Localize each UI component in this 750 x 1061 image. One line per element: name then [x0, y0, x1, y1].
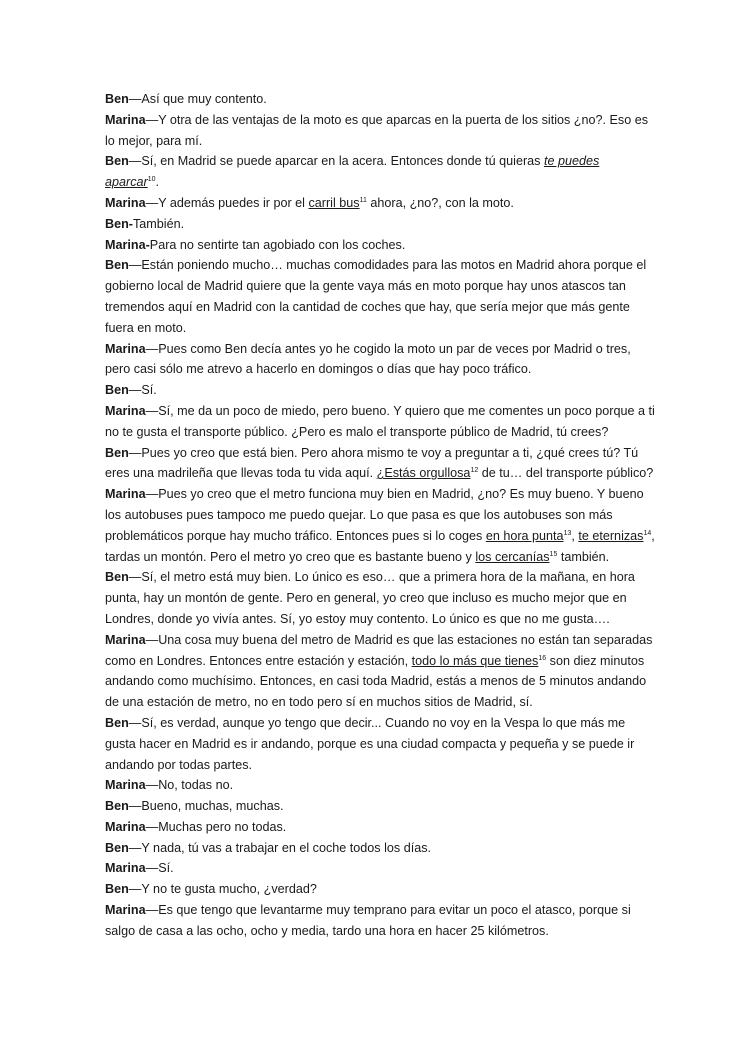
dialogue-line: [105, 235, 655, 256]
dialogue-text: —Sí, es verdad, aunque yo tengo que decir... Cuando no voy en la Vespa lo que más me gusta hacer en Madrid es ir andando, porque es una ciudad compacta y pequeña y se puede ir andando por todas partes.: [105, 715, 635, 772]
dialogue-line: [105, 858, 655, 879]
speaker-name: Marina: [105, 778, 146, 793]
dialogue-text: —Sí.: [128, 383, 157, 398]
speaker-name: Ben-: [105, 216, 133, 231]
glossary-term: en hora punta: [485, 528, 564, 543]
speaker-name: Ben: [105, 154, 129, 169]
footnote-ref: 14: [643, 529, 652, 537]
speaker-name: Marina: [105, 112, 146, 127]
dialogue-line: [105, 567, 655, 629]
dialogue-line: [105, 484, 655, 567]
footnote-ref: 12: [470, 467, 479, 475]
glossary-term: carril bus: [308, 195, 360, 210]
dialogue-text: también.: [557, 549, 610, 564]
footnote-ref: 11: [359, 196, 367, 204]
dialogue-text: También.: [133, 216, 185, 231]
speaker-name: Marina: [105, 195, 146, 210]
dialogue-text: —Bueno, muchas, muchas.: [128, 799, 284, 814]
speaker-name: Marina: [105, 487, 146, 502]
dialogue-line: [105, 110, 655, 152]
dialogue-text: —No, todas no.: [145, 778, 234, 793]
dialogue-text: —Pues yo creo que está bien. Pero ahora mismo te voy a preguntar a ti, ¿qué crees tú? Tú eres una madrileña que llevas toda tu vida aquí.: [105, 445, 639, 481]
footnote-ref: 16: [538, 654, 547, 662]
speaker-name: Ben: [105, 445, 129, 460]
dialogue-text: Para no sentirte tan agobiado con los coches.: [149, 237, 406, 252]
speaker-name: Ben: [105, 840, 129, 855]
dialogue-text: —Sí.: [145, 861, 174, 876]
speaker-name: Ben: [105, 258, 129, 273]
dialogue-line: [105, 879, 655, 900]
glossary-term: los cercanías: [475, 549, 550, 564]
dialogue-line: [105, 796, 655, 817]
dialogue-text: de tu… del transporte público?: [478, 466, 654, 481]
dialogue-line: [105, 89, 655, 110]
dialogue-text: —Pues yo creo que el metro funciona muy bien en Madrid, ¿no? Es muy bueno. Y bueno los autobuses pues tampoco me puedo quejar. Lo que pasa es que los autobuses son más problemáticos porque hay mucho tráfico. Entonces pues si lo coges: [105, 487, 644, 543]
dialogue-text: —Muchas pero no todas.: [145, 819, 287, 834]
dialogue-line: [105, 255, 655, 338]
footnote-ref: 10: [147, 176, 156, 184]
dialogue-text: —Una cosa muy buena del metro de Madrid es que las estaciones no están tan separadas como en Londres. Entonces entre estación y estación,: [105, 632, 653, 668]
dialogue-text: —Y nada, tú vas a trabajar en el coche todos los días.: [128, 840, 431, 855]
dialogue-text: —Sí, el metro está muy bien. Lo único es eso… que a primera hora de la mañana, en hora punta, hay un montón de gente. Pero en general, yo creo que incluso es mucho mejor que en Londres, donde yo vivía antes. Sí, yo estoy muy contento. Lo único es que no me gusta….: [105, 570, 635, 626]
dialogue-line: [105, 339, 655, 381]
dialogue-text: —Sí, me da un poco de miedo, pero bueno. Y quiero que me comentes un poco porque a ti no te gusta el transporte público. ¿Pero es malo el transporte público de Madrid, tú crees?: [105, 403, 655, 439]
glossary-term: te puedes aparcar: [105, 154, 600, 190]
speaker-name: Marina: [105, 861, 146, 876]
glossary-term: todo lo más que tienes: [411, 653, 539, 668]
dialogue-text: son diez minutos andando como muchísimo. Entonces, en casi toda Madrid, estás a menos de 5 minutos andando de una estación de metro, no en todo pero sí en muchos sitios de Madrid, sí.: [105, 653, 647, 710]
footnote-ref: 15: [549, 550, 558, 558]
dialogue-text: —Están poniendo mucho… muchas comodidades para las motos en Madrid ahora porque el gobierno local de Madrid quiere que la gente vaya más en moto porque hay unos atascos tan tremendos aquí en Madrid con la cantidad de coches que hay, que sería mejor que más gente fuera en moto.: [105, 258, 647, 335]
dialogue-text: —Pues como Ben decía antes yo he cogido la moto un par de veces por Madrid o tres, pero casi sólo me atrevo a hacerlo en domingos o días que hay poco tráfico.: [105, 341, 631, 377]
dialogue-text: —Y no te gusta mucho, ¿verdad?: [128, 882, 317, 897]
dialogue-line: [105, 443, 655, 485]
speaker-name: Marina: [105, 403, 146, 418]
dialogue-line: [105, 838, 655, 859]
dialogue-line: [105, 214, 655, 235]
speaker-name: Ben: [105, 799, 129, 814]
dialogue-line: [105, 817, 655, 838]
dialogue-text: —Sí, en Madrid se puede aparcar en la acera. Entonces donde tú quieras: [128, 154, 544, 169]
speaker-name: Ben: [105, 383, 129, 398]
dialogue-text: —Así que muy contento.: [128, 92, 267, 106]
speaker-name: Marina-: [105, 237, 150, 252]
dialogue-line: [105, 401, 655, 443]
dialogue-text: ahora, ¿no?, con la moto.: [366, 195, 514, 210]
speaker-name: Ben: [105, 882, 129, 897]
glossary-term: ¿Estás orgullosa: [376, 466, 471, 481]
glossary-term: te eternizas: [578, 528, 644, 543]
dialogue-line: [105, 713, 655, 775]
speaker-name: Ben: [105, 570, 129, 585]
speaker-name: Marina: [105, 819, 146, 834]
dialogue-line: [105, 380, 655, 401]
dialogue-text: ,: [571, 528, 579, 543]
dialogue-text: —Es que tengo que levantarme muy temprano para evitar un poco el atasco, porque si salgo de casa a las ocho, ocho y media, tardo una hora en hacer 25 kilómetros.: [105, 903, 631, 938]
footnote-ref: 13: [563, 529, 572, 537]
speaker-name: Ben: [105, 92, 129, 106]
speaker-name: Marina: [105, 341, 146, 356]
dialogue-line: [105, 193, 655, 214]
dialogue-text: —Y además puedes ir por el: [145, 195, 309, 210]
dialogue-line: [105, 630, 655, 713]
speaker-name: Marina: [105, 903, 146, 918]
dialogue-line: [105, 775, 655, 796]
transcript-page: [105, 89, 655, 942]
speaker-name: Marina: [105, 632, 146, 647]
dialogue-line: [105, 900, 655, 942]
speaker-name: Ben: [105, 715, 129, 730]
dialogue-text: .: [155, 175, 159, 190]
dialogue-text: , tardas un montón. Pero el metro yo creo que es bastante bueno y: [105, 528, 655, 564]
dialogue-line: [105, 151, 655, 193]
dialogue-text: —Y otra de las ventajas de la moto es que aparcas en la puerta de los sitios ¿no?. Eso es lo mejor, para mí.: [105, 112, 649, 148]
